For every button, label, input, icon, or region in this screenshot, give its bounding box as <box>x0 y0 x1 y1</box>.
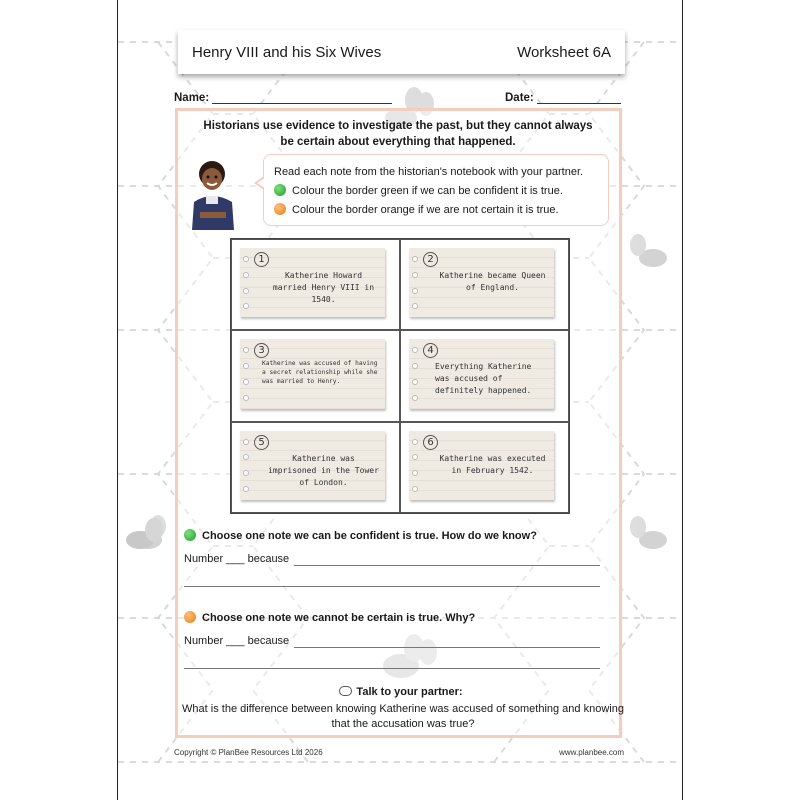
note-cell-2[interactable] <box>400 239 569 330</box>
note-card <box>409 431 554 500</box>
note-card <box>240 339 385 408</box>
notes-grid <box>230 238 570 514</box>
note-cell-6[interactable] <box>400 422 569 513</box>
note-number: 3 <box>254 343 269 358</box>
note-cell-5[interactable] <box>231 422 400 513</box>
speech-bubble-icon <box>339 686 352 696</box>
worksheet-page <box>117 0 683 800</box>
date-field[interactable] <box>505 92 621 104</box>
orange-circle-icon <box>184 611 196 623</box>
date-label: Date: <box>505 92 534 104</box>
orange-circle-icon <box>274 203 286 215</box>
note-number: 5 <box>254 435 269 450</box>
note-number: 6 <box>423 435 438 450</box>
note-card <box>409 339 554 408</box>
website: www.planbee.com <box>559 748 624 757</box>
note-cell-4[interactable] <box>400 330 569 421</box>
question-1-text: Choose one note we can be confident is true. How do we know? <box>202 530 537 542</box>
note-number: 2 <box>423 252 438 267</box>
green-circle-icon <box>274 184 286 196</box>
note-text: Katherine Howard married Henry VIII in 1540. <box>272 271 375 304</box>
question-1 <box>184 529 537 542</box>
worksheet-title: Henry VIII and his Six Wives <box>192 43 382 61</box>
note-cell-1[interactable] <box>231 239 400 330</box>
instruction-line: Read each note from the historian's notebook with your partner. <box>274 166 584 178</box>
answer-1-line-1[interactable] <box>294 565 600 566</box>
bubble-tail-inner <box>257 178 265 188</box>
answer-1-label: Number ___ because <box>184 553 290 565</box>
green-instruction-text: Colour the border green if we can be confident it is true. <box>292 185 563 197</box>
intro-text: Historians use evidence to investigate the past, but they cannot always be certain about everything that happened. <box>203 120 593 148</box>
name-field[interactable] <box>174 92 392 104</box>
note-number: 4 <box>423 343 438 358</box>
note-text: Katherine was imprisoned in the Tower of London. <box>268 453 379 487</box>
answer-2-label: Number ___ because <box>184 635 290 647</box>
answer-1-line-2[interactable] <box>184 586 600 587</box>
instruction-bubble <box>263 154 609 226</box>
note-card <box>240 431 385 500</box>
note-card <box>409 248 554 317</box>
note-text: Katherine became Queen of England. <box>439 271 546 292</box>
copyright: Copyright © PlanBee Resources Ltd 2026 <box>174 748 323 757</box>
green-instruction <box>274 182 598 201</box>
note-cell-3[interactable] <box>231 330 400 421</box>
name-line[interactable] <box>212 92 392 104</box>
note-number: 1 <box>254 252 269 267</box>
orange-instruction <box>274 201 598 220</box>
title-bar <box>178 30 625 74</box>
talk-heading <box>118 686 683 698</box>
worksheet-number: Worksheet 6A <box>517 43 611 61</box>
note-text: Katherine was accused of having a secret relationship while she was married to Henry. <box>262 360 378 386</box>
note-text: Everything Katherine was accused of definitely happened. <box>435 362 532 396</box>
note-card <box>240 248 385 317</box>
answer-2-line-1[interactable] <box>294 647 600 648</box>
pupil-avatar <box>188 152 238 230</box>
green-circle-icon <box>184 529 196 541</box>
note-text: Katherine was executed in February 1542. <box>439 453 546 475</box>
bee-watermark-left-bottom <box>120 518 180 558</box>
orange-instruction-text: Colour the border orange if we are not certain it is true. <box>292 204 559 216</box>
talk-question: What is the difference between knowing Katherine was accused of something and knowing that the accusation was true? <box>182 703 624 730</box>
talk-heading-text: Talk to your partner: <box>356 686 463 698</box>
date-line[interactable] <box>537 92 621 104</box>
question-2-text: Choose one note we cannot be certain is true. Why? <box>202 612 476 624</box>
answer-2-line-2[interactable] <box>184 668 600 669</box>
question-2 <box>184 611 475 624</box>
name-label: Name: <box>174 92 210 104</box>
